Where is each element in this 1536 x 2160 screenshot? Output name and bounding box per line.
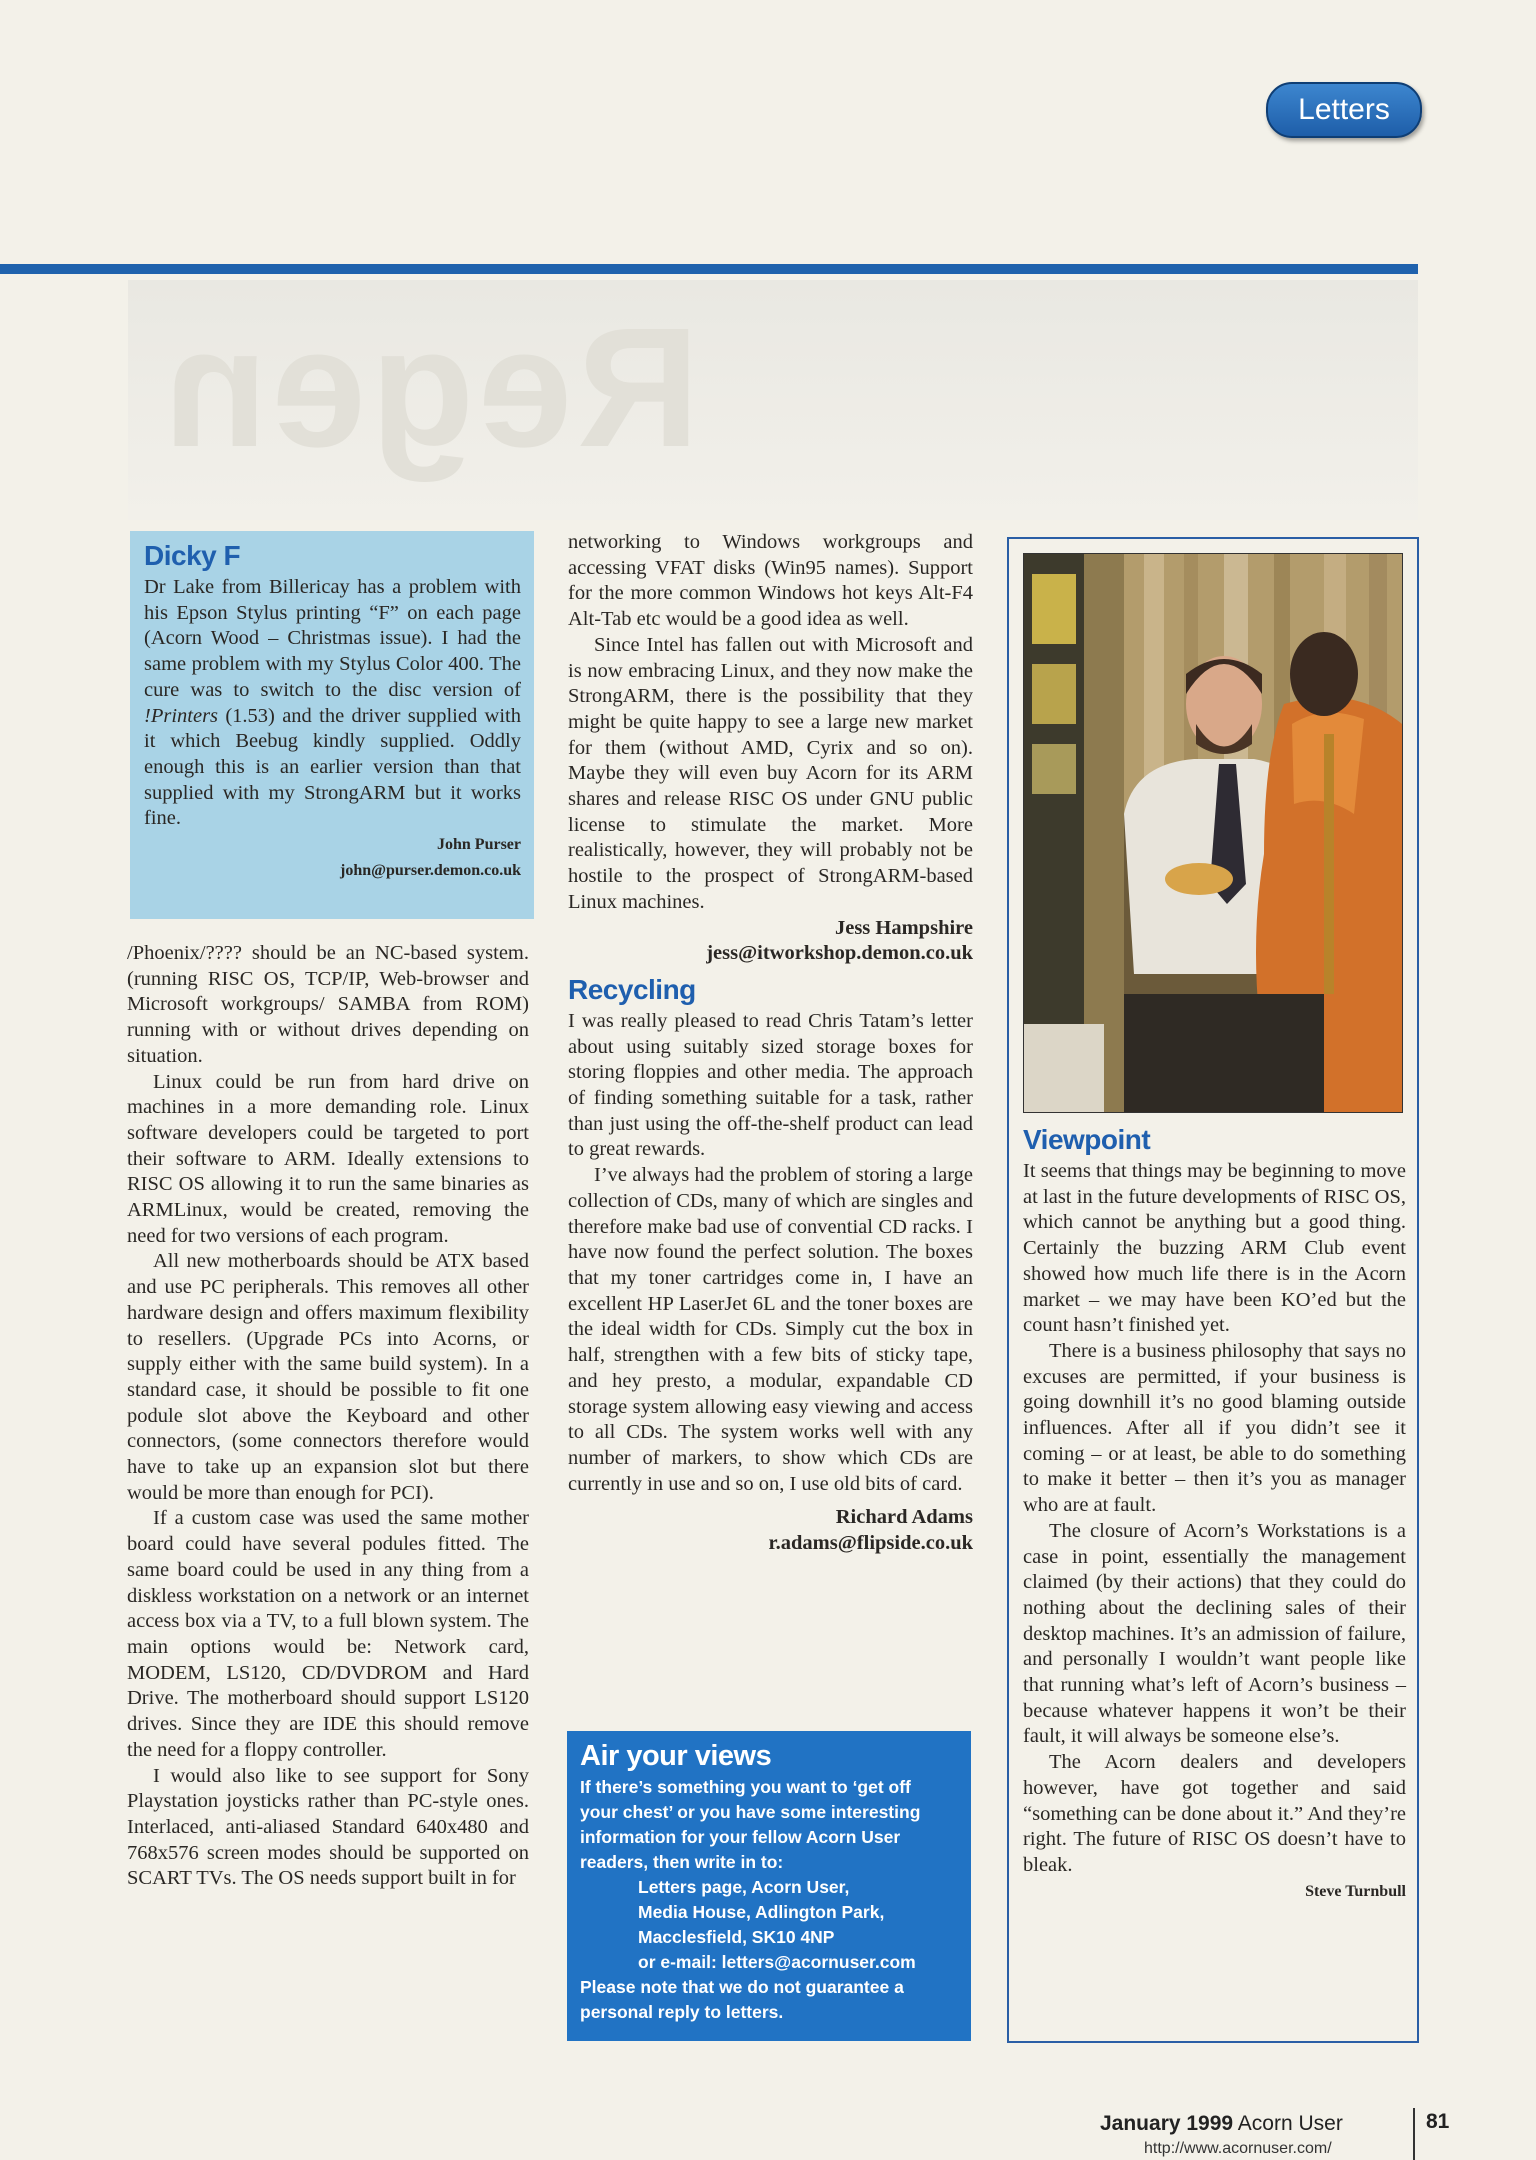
viewpoint-heading: Viewpoint [1023,1124,1151,1155]
dicky-f-box [130,531,534,919]
column-1 [127,941,529,1892]
col1-paragraph: I would also like to see support for Sony Playstation joysticks rather than PC-style ones. Interlaced, anti-aliased Standard 640x480 and 768x576 screen modes should be supported on SCART TVs. The OS needs support built in for [127,1764,529,1890]
page-number: 81 [1426,2110,1450,2133]
air-views-note: personal reply to letters. [580,2002,784,2022]
footer-month: January 1999 [1100,2112,1234,2135]
column-2 [568,530,973,1557]
viewpoint-paragraph: The closure of Acorn’s Workstations is a case in point, essentially the management claimed (by their actions) that they could do nothing about the declining sales of their desktop machines. It’s an admission of failure, and personally I wouldn’t want people like that running what’s left of Acorn’s business – because whatever happens it won’t be their fault, it will always be someone else’s. [1023,1519,1406,1748]
viewpoint-photo [1023,553,1403,1113]
dicky-f-body-italic: !Printers [144,704,219,727]
viewpoint-author: Steve Turnbull [1305,1882,1406,1900]
recycling-author: Richard Adams [835,1506,973,1529]
photo-illustration [1024,554,1402,1112]
recycling-heading: Recycling [568,973,696,1005]
col2-paragraph: networking to Windows workgroups and accessing VFAT disks (Win95 names). Support for the more common Windows hot keys Alt-F4 Alt-Tab etc would be a good idea as well. [568,531,973,631]
recycling-email: r.adams@flipside.co.uk [768,1532,973,1555]
letters-email-link[interactable]: or e-mail: letters@acornuser.com [638,1952,916,1972]
viewpoint-paragraph: The Acorn dealers and developers however, have got together and said “something can be done about it.” And they’re right. The future of RISC OS doesn’t have to bleak. [1023,1751,1406,1876]
dicky-f-heading: Dicky F [144,540,241,571]
air-views-line: If there’s something you want to ‘get off [580,1777,911,1797]
col1-paragraph: Linux could be run from hard drive on machines in a more demanding role. Linux software developers could be targeted to port their software to ARM. Ideally extensions to RISC OS allowing it to run the same binaries as ARMLinux, would be created, removing the need for two versions of each program. [127,1070,529,1247]
air-your-views-heading: Air your views [580,1740,772,1772]
footer-issue [1100,2112,1343,2136]
recycling-paragraph: I was really pleased to read Chris Tatam’s letter about using suitably sized storage boxes for storing floppies and other media. The approach of finding something suitable for a task, rather than just using the off-the-shelf product can lead to great rewards. [568,1009,973,1161]
col1-paragraph: /Phoenix/???? should be an NC-based system. (running RISC OS, TCP/IP, Web-browser and Microsoft workgroups/ SAMBA from ROM) running with or without drives depending on situation. [127,942,529,1067]
footer-url-link[interactable]: http://www.acornuser.com/ [1144,2140,1332,2157]
address-line: Media House, Adlington Park, [638,1902,885,1922]
address-line: Letters page, Acorn User, [638,1877,850,1897]
footer-divider [1413,2108,1415,2160]
address-line: Macclesfield, SK10 4NP [638,1927,835,1947]
dicky-f-email: john@purser.demon.co.uk [340,861,521,879]
dicky-f-body-post: (1.53) and the driver supplied with it which Beebug kindly supplied. Oddly enough this is an earlier version than that supplied with my StrongARM but it works fine. [144,704,521,830]
header-rule [0,264,1418,274]
dicky-f-body-pre: Dr Lake from Billericay has a problem with his Epson Stylus printing “F” on each page (Acorn Wood – Christmas issue). I had the same problem with my Stylus Color 400. The cure was to switch to the disc version of [144,576,521,701]
recycling-paragraph: I’ve always had the problem of storing a large collection of CDs, many of which are singles and therefore make bad use of convential CD racks. I have now found the perfect solution. The boxes that my toner cartridges come in, I have an excellent HP LaserJet 6L and the toner boxes are the ideal width for CDs. Simply cut the box in half, strengthen with a few bits of sticky tape, and hey presto, a modular, expandable CD storage system allowing easy viewing and access to all CDs. The system works well with any number of markers, to show which CDs are currently in use and so on, I use old bits of card. [568,1164,973,1495]
air-views-line: readers, then write in to: [580,1852,784,1872]
footer-magazine: Acorn User [1237,2112,1343,2135]
air-views-note: Please note that we do not guarantee a [580,1977,904,1997]
jess-author: Jess Hampshire [834,916,973,939]
ghost-title: Regen [160,293,700,483]
viewpoint-paragraph: There is a business philosophy that says no excuses are permitted, if your business is going downhill it’s no good blaming outside influences. After all if you didn’t see it coming – or at least, be able to do something to make it better – then it’s you as manager who are at fault. [1023,1339,1406,1517]
viewpoint-box [1007,537,1419,2043]
air-your-views-box [567,1731,971,2041]
col1-paragraph: All new motherboards should be ATX based and use PC peripherals. This removes all other hardware design and offers maximum flexibility to resellers. (Upgrade PCs into Acorns, or supply either with the same build system). In a standard case, it should be possible to fit one podule slot above the Keyboard and other connectors, (some connectors therefore would have to take up an expansion slot but there would be more than enough for PCI). [127,1250,529,1504]
jess-email: jess@itworkshop.demon.co.uk [706,942,973,965]
dicky-f-author: John Purser [437,836,521,854]
col2-paragraph: Since Intel has fallen out with Microsoft and is now embracing Linux, and they now make the StrongARM, there is the possibility that they might be quite happy to see a large new market for them (without AMD, Cyrix and so on). Maybe they will even buy Acorn for its ARM shares and release RISC OS under GNU public license to stimulate the market. More realistically, however, they will probably not be hostile to the prospect of StrongARM-based Linux machines. [568,633,973,913]
section-tab-letters[interactable]: Letters [1266,82,1422,138]
col1-paragraph: If a custom case was used the same mother board could have several podules fitted. The same board could be used in any thing from a diskless workstation on a network or an internet access box via a TV, to a full blown system. The main options would be: Network card, MODEM, LS120, CD/DVDROM and Hard Drive. The motherboard should support LS120 drives. Since they are IDE this should remove the need for a floppy controller. [127,1507,529,1761]
viewpoint-paragraph: It seems that things may be beginning to move at last in the future developments of RISC OS, which cannot be anything but a good thing. Certainly the buzzing ARM Club event showed how much life there is in the Acorn market – we may have been KO’ed but the count hasn’t finished yet. [1023,1160,1406,1337]
air-views-line: your chest’ or you have some interesting [580,1802,921,1822]
air-views-line: information for your fellow Acorn User [580,1827,901,1847]
dicky-f-body [144,575,521,832]
